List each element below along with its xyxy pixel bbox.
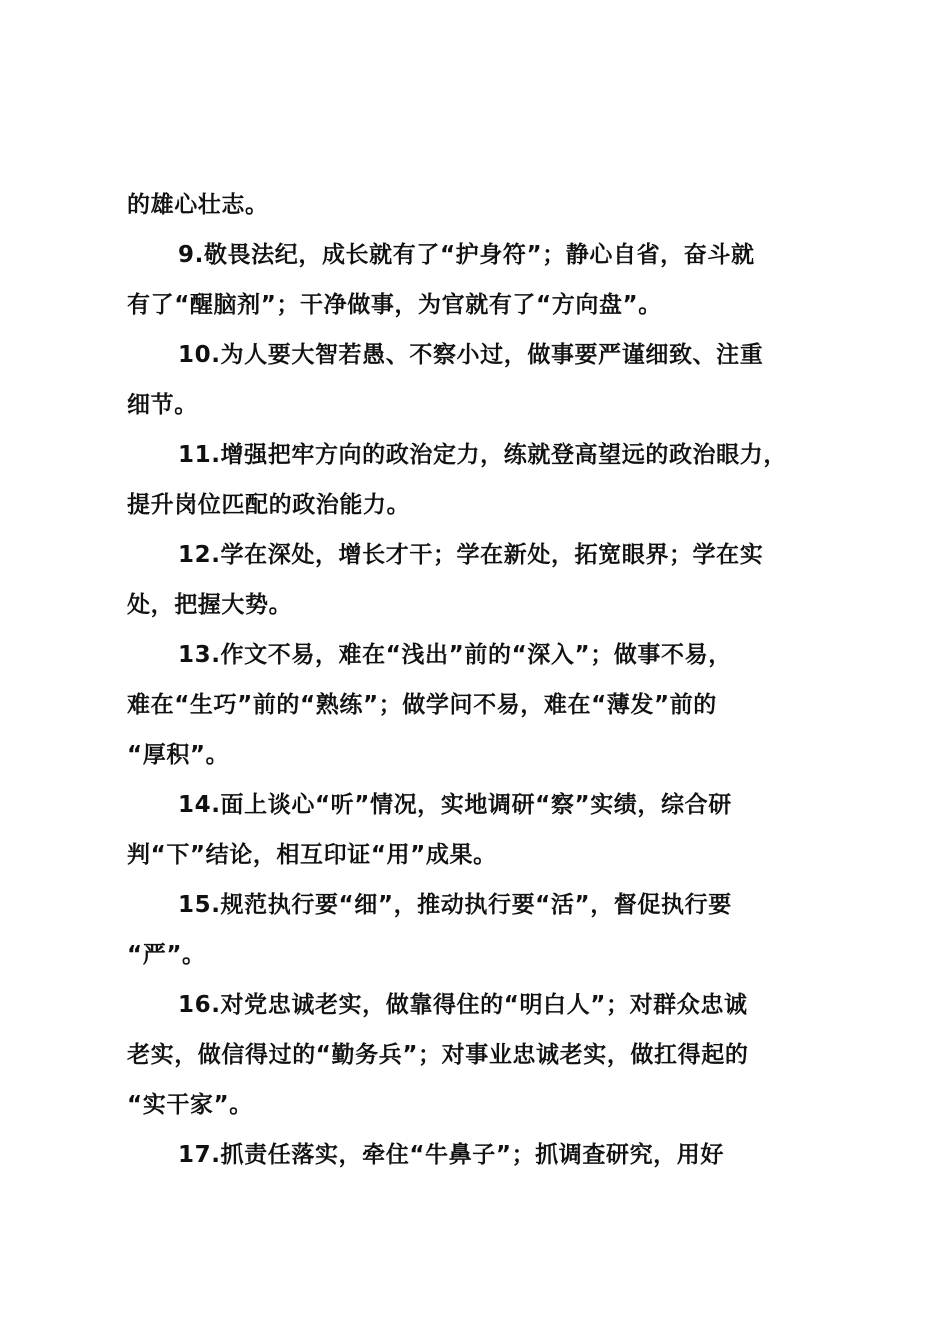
text-line: 老实，做信得过的“勤务兵”；对事业忠诚老实，做扛得起的	[127, 1042, 749, 1068]
text-line: 有了“醒脑剂”；干净做事，为官就有了“方向盘”。	[127, 292, 662, 318]
text-line: 的雄心壮志。	[127, 192, 269, 218]
paragraph-13-first-line: 13.作文不易，难在“浅出”前的“深入”；做事不易，	[178, 642, 732, 668]
paragraph-11-first-line: 11.增强把牢方向的政治定力，练就登高望远的政治眼力，	[178, 442, 787, 468]
text-line: 提升岗位匹配的政治能力。	[127, 492, 411, 518]
text-line: “厚积”。	[127, 742, 230, 768]
paragraph-10-first-line: 10.为人要大智若愚、不察小过，做事要严谨细致、注重	[178, 342, 764, 368]
text-line: “严”。	[127, 942, 206, 968]
paragraph-12-first-line: 12.学在深处，增长才干；学在新处，拓宽眼界；学在实	[178, 542, 764, 568]
text-line: 处，把握大势。	[127, 592, 293, 618]
paragraph-9-first-line: 9.敬畏法纪，成长就有了“护身符”；静心自省，奋斗就	[178, 242, 755, 268]
text-line: “实干家”。	[127, 1092, 253, 1118]
text-line: 细节。	[127, 392, 198, 418]
paragraph-17-first-line: 17.抓责任落实，牵住“牛鼻子”；抓调查研究，用好	[178, 1142, 724, 1168]
text-line: 难在“生巧”前的“熟练”；做学问不易，难在“薄发”前的	[127, 692, 717, 718]
paragraph-14-first-line: 14.面上谈心“听”情况，实地调研“察”实绩，综合研	[178, 792, 732, 818]
paragraph-15-first-line: 15.规范执行要“细”，推动执行要“活”，督促执行要	[178, 892, 732, 918]
paragraph-16-first-line: 16.对党忠诚老实，做靠得住的“明白人”；对群众忠诚	[178, 992, 748, 1018]
text-line: 判“下”结论，相互印证“用”成果。	[127, 842, 497, 868]
